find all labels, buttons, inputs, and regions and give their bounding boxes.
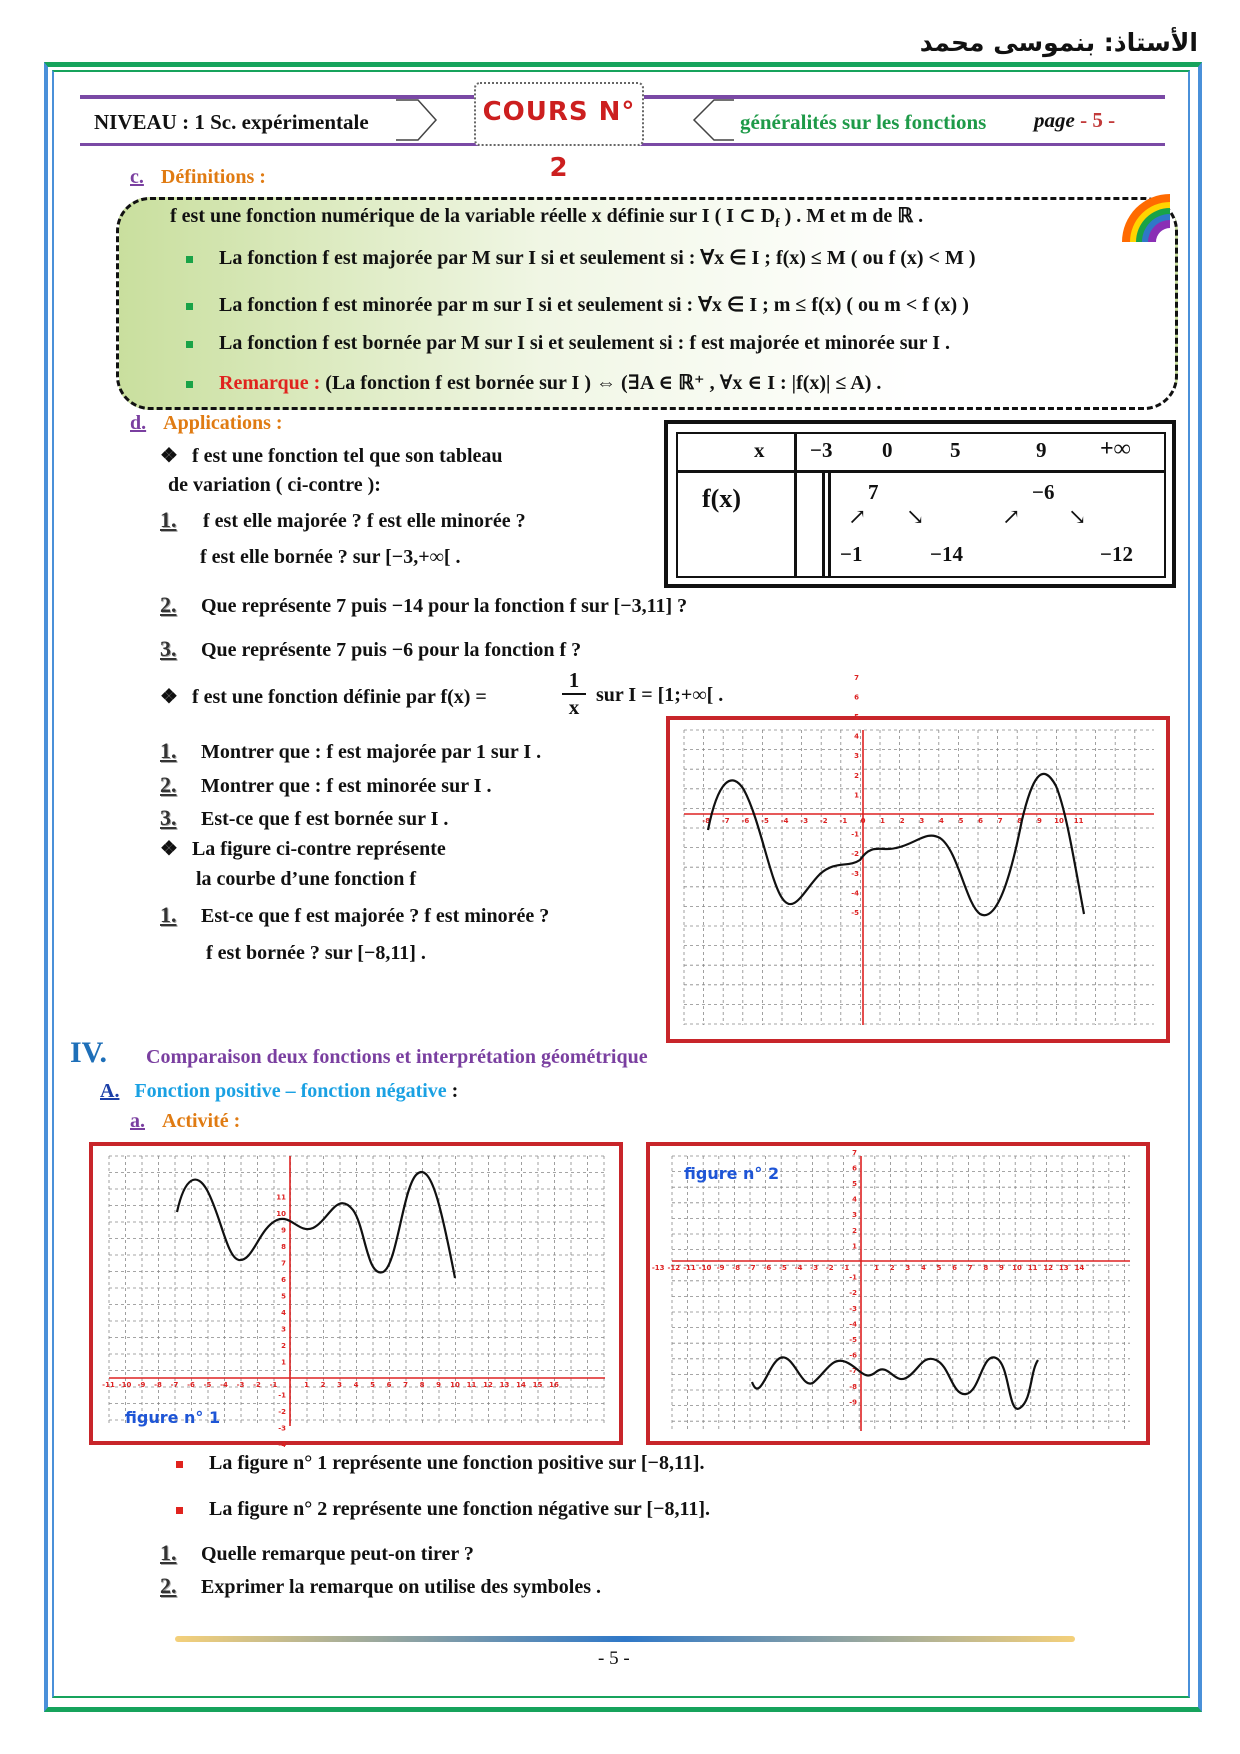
y-tick-label: 3 [852, 1211, 857, 1220]
main-graph-box [666, 673, 1170, 1043]
exercise-1-q3-text: Que représente 7 puis −6 pour la fonction f ? [201, 639, 582, 661]
niveau-label: NIVEAU : 1 Sc. expérimentale [94, 110, 369, 134]
x-tick-label: -5 [203, 1381, 212, 1389]
x-tick-label: 3 [905, 1264, 911, 1272]
x-tick-label: 11 [1027, 1264, 1038, 1272]
x-tick-label: 1 [304, 1381, 309, 1389]
exercise-2-post: sur I = [1;+∞[ . [596, 684, 724, 706]
y-tick-label: 11 [276, 1193, 286, 1202]
y-tick-label: 3 [281, 1325, 286, 1334]
x-tick-label: -9 [716, 1264, 725, 1272]
section-d-heading [130, 412, 283, 435]
activity-title: Activité : [162, 1110, 241, 1132]
x-tick-label: 8 [1017, 817, 1023, 825]
figure-1-caption: figure n° 1 [125, 1408, 221, 1427]
figure-1-box [89, 1142, 623, 1449]
exercise-2-statement [160, 684, 487, 709]
diamond-bullet-icon: ❖ [160, 686, 178, 708]
x-tick-label: -11 [102, 1381, 115, 1389]
x-tick-label: -7 [170, 1381, 179, 1389]
y-tick-label: -8 [849, 1382, 857, 1391]
x-tick-label: -2 [819, 817, 828, 825]
page-number: - 5 - [1080, 108, 1116, 132]
table-top-value: 7 [868, 480, 879, 504]
y-tick-label: -9 [849, 1398, 857, 1407]
x-tick-label: 1 [880, 817, 886, 825]
definition-majoree [186, 245, 975, 270]
y-tick-label: 1 [852, 1242, 857, 1251]
x-tick-label: 2 [899, 817, 905, 825]
y-tick-label: -4 [278, 1441, 286, 1449]
y-tick-label: -1 [278, 1391, 286, 1400]
question-number: 3. [160, 636, 177, 661]
table-x-value: +∞ [1100, 436, 1131, 462]
definition-minoree [186, 292, 969, 317]
table-row-divider [676, 470, 1164, 473]
table-bottom-value: −1 [840, 542, 863, 566]
exercise-1-text1: f est une fonction tel que son tableau [191, 445, 503, 467]
exercise-1-line1 [160, 443, 503, 468]
y-tick-label: 2 [854, 771, 859, 780]
x-tick-label: 5 [958, 817, 964, 825]
question-number: 1. [160, 507, 177, 532]
x-tick-label: 2 [889, 1264, 895, 1272]
x-tick-label: -3 [810, 1264, 819, 1272]
y-tick-label: -7 [849, 1367, 857, 1376]
x-tick-label: 8 [983, 1264, 989, 1272]
x-tick-label: -10 [118, 1381, 132, 1389]
y-tick-label: -5 [851, 909, 859, 917]
y-tick-label: 7 [852, 1148, 857, 1157]
x-tick-label: -12 [667, 1264, 681, 1272]
x-tick-label: 10 [1012, 1264, 1022, 1272]
conclusion-positive-text: La figure n° 1 représente une fonction positive sur [−8,11]. [209, 1452, 705, 1474]
y-tick-label: 5 [854, 713, 859, 721]
cours-title: COURS N° 2 [482, 97, 636, 183]
x-tick-label: 6 [952, 1264, 958, 1272]
question-number: 2. [160, 1573, 177, 1598]
exercise-1-q1-text1: f est elle majorée ? f est elle minorée ? [203, 510, 526, 532]
figure-1-graph [93, 1146, 619, 1449]
main-function-graph [670, 673, 1166, 1039]
right-arrow-decoration [676, 96, 736, 146]
x-tick-label: 13 [499, 1381, 510, 1389]
section-a-colon: : [446, 1080, 459, 1102]
y-tick-label: -2 [278, 1408, 286, 1416]
x-tick-label: 10 [450, 1381, 460, 1389]
x-tick-label: 15 [532, 1381, 543, 1389]
exercise-3-line1 [160, 836, 446, 861]
definition-majoree-text: La fonction f est majorée par M sur I si et seulement si : [219, 247, 696, 269]
section-a-title: Fonction positive – fonction négative [134, 1080, 447, 1102]
question-number: 1. [160, 738, 177, 763]
x-tick-label: -11 [683, 1264, 696, 1272]
y-tick-label: 8 [281, 1243, 286, 1251]
x-tick-label: 14 [516, 1381, 526, 1389]
y-tick-label: 7 [854, 673, 859, 682]
x-tick-label: -1 [841, 1264, 850, 1272]
x-tick-label: -3 [236, 1381, 245, 1389]
exercise-1-q1-text2: f est elle bornée ? sur [−3,+∞[ . [200, 546, 461, 568]
x-tick-label: 7 [997, 817, 1003, 825]
y-tick-label: 4 [281, 1309, 286, 1317]
final-question-1-text: Quelle remarque peut-on tirer ? [201, 1543, 474, 1565]
question-number: 1. [160, 902, 177, 927]
x-tick-label: -8 [154, 1381, 162, 1389]
bullet-square-icon [176, 1507, 183, 1514]
x-tick-label: 13 [1058, 1264, 1069, 1272]
x-tick-label: 4 [353, 1381, 359, 1389]
table-f-label: f(x) [702, 484, 741, 513]
y-tick-label: -2 [849, 1289, 857, 1298]
exercise-1-q2-text: Que représente 7 puis −14 pour la fonction f sur [−3,11] ? [201, 595, 688, 617]
x-tick-label: -1 [839, 817, 848, 825]
y-tick-label: 10 [276, 1210, 286, 1218]
x-tick-label: 3 [337, 1381, 342, 1389]
x-tick-label: 4 [938, 817, 944, 825]
definition-remarque [186, 370, 881, 395]
definition-minoree-math: ∀x ∈ I ; m ≤ f(x) ( ou m < f (x) ) [698, 294, 969, 316]
y-tick-label: 5 [281, 1292, 286, 1301]
y-tick-label: 1 [854, 791, 859, 800]
page-indicator [1034, 108, 1115, 133]
exercise-3-q1 [160, 902, 549, 928]
diamond-bullet-icon: ❖ [160, 445, 178, 467]
table-double-bar [822, 472, 825, 576]
y-tick-label: 7 [281, 1259, 286, 1268]
footer-divider [175, 1636, 1075, 1642]
x-tick-label: 5 [370, 1381, 375, 1389]
exercise-2-q1 [160, 738, 541, 764]
author-name: الأستاذ: بنموسى محمد [919, 28, 1198, 57]
y-tick-label: -1 [851, 830, 859, 839]
footer-page-number: - 5 - [598, 1648, 630, 1669]
section-a-label: A. [100, 1080, 120, 1102]
activity-heading [130, 1110, 240, 1133]
function-curve [708, 771, 1084, 915]
table-double-bar [828, 472, 831, 576]
x-tick-label: -3 [800, 817, 809, 825]
section-iv-title: Comparaison deux fonctions et interprétation géométrique [146, 1046, 648, 1068]
definition-bornee [186, 332, 950, 355]
topic-title: généralités sur les fonctions [740, 110, 987, 134]
question-number: 2. [160, 592, 177, 617]
x-tick-label: -7 [721, 817, 730, 825]
definition-bornee-text: La fonction f est bornée par M sur I si et seulement si : f est majorée et minorée sur I . [219, 332, 950, 354]
definition-majoree-math: ∀x ∈ I ; f(x) ≤ M ( ou f (x) < M ) [700, 247, 976, 269]
y-tick-label: -2 [851, 850, 859, 859]
exercise-3-text2: la courbe d’une fonction f [196, 868, 416, 890]
exercise-3-text1: La figure ci-contre représente [191, 838, 446, 860]
y-tick-label: 4 [852, 1195, 857, 1204]
y-tick-label: -3 [851, 869, 859, 878]
y-tick-label: 6 [852, 1164, 857, 1173]
y-tick-label: 3 [854, 752, 859, 761]
page-word: page [1034, 108, 1075, 132]
x-tick-label: 16 [549, 1381, 559, 1389]
left-arrow-decoration [396, 96, 476, 146]
question-number: 2. [160, 772, 177, 797]
function-curve [752, 1357, 1038, 1408]
section-c-label: c. [130, 166, 144, 188]
final-question-1 [160, 1540, 474, 1566]
y-tick-label: 4 [854, 732, 859, 741]
table-top-value: −6 [1032, 480, 1055, 504]
decreasing-arrow-icon: ↘ [1068, 504, 1087, 529]
fraction-numerator: 1 [568, 668, 580, 692]
x-tick-label: 12 [483, 1381, 493, 1389]
x-tick-label: 8 [419, 1381, 425, 1389]
bullet-square-icon [186, 256, 193, 263]
section-d-label: d. [130, 412, 147, 434]
x-tick-label: 0 [860, 817, 866, 825]
exercise-3-q1-text1: Est-ce que f est majorée ? f est minorée ? [201, 905, 550, 927]
definition-intro-text: f est une fonction numérique de la variable réelle x définie sur I ( I ⊂ D [170, 205, 776, 227]
y-tick-label: -5 [849, 1336, 857, 1344]
x-tick-label: 9 [998, 1264, 1004, 1272]
decreasing-arrow-icon: ↘ [906, 504, 925, 529]
x-tick-label: 6 [386, 1381, 392, 1389]
x-tick-label: -6 [763, 1264, 772, 1272]
section-iv-roman: IV. [70, 1036, 107, 1069]
y-tick-label: 6 [854, 693, 859, 702]
definition-intro-end: ) . M et m de ℝ . [779, 205, 924, 227]
x-tick-label: 9 [436, 1381, 441, 1389]
y-tick-label: 1 [281, 1358, 286, 1367]
x-tick-label: -8 [702, 817, 711, 825]
table-x-value: 0 [882, 438, 893, 462]
conclusion-negative [176, 1498, 710, 1521]
x-tick-label: 7 [967, 1264, 973, 1272]
x-tick-label: 7 [403, 1381, 408, 1389]
y-tick-label: 2 [281, 1342, 286, 1350]
y-tick-label: -3 [278, 1424, 286, 1433]
cours-badge [474, 82, 644, 183]
exercise-2-q3 [160, 805, 448, 831]
x-tick-label: -6 [741, 817, 750, 825]
section-c-heading [130, 166, 266, 189]
grid-group [672, 1156, 1130, 1431]
table-bottom-value: −12 [1100, 542, 1133, 566]
bullet-square-icon [186, 341, 193, 348]
final-question-2-text: Exprimer la remarque on utilise des symboles . [201, 1576, 601, 1598]
section-a-heading [100, 1080, 458, 1103]
x-tick-label: -8 [732, 1264, 741, 1272]
x-tick-label: 14 [1074, 1264, 1085, 1272]
remarque-label: Remarque : [219, 372, 321, 394]
exercise-2-q2-text: Montrer que : f est minorée sur I . [201, 775, 492, 797]
function-curve [177, 1172, 455, 1278]
y-tick-label: -6 [849, 1351, 857, 1360]
conclusion-positive [176, 1452, 705, 1475]
definition-intro [170, 203, 923, 231]
table-x-value: −3 [810, 438, 833, 462]
rainbow-corner-icon [1118, 190, 1174, 246]
y-tick-label: 2 [852, 1226, 857, 1235]
figure-2-caption: figure n° 2 [684, 1164, 780, 1183]
final-question-2 [160, 1573, 601, 1599]
exercise-1-q2 [160, 592, 687, 618]
remarque-text: (La fonction f est bornée sur I ) ⇔ (∃A ∈ ℝ⁺ , ∀x ∈ I : |f(x)| ≤ A) . [320, 372, 882, 394]
x-tick-label: 11 [1073, 817, 1084, 825]
table-x-label: x [754, 438, 765, 462]
figure-2-graph [650, 1146, 1146, 1441]
x-tick-label: -9 [137, 1381, 146, 1389]
x-tick-label: -2 [825, 1264, 834, 1272]
x-tick-label: 3 [919, 817, 925, 825]
diamond-bullet-icon: ❖ [160, 838, 178, 860]
x-tick-label: -7 [747, 1264, 756, 1272]
table-col-divider [794, 432, 797, 576]
exercise-1-q3 [160, 636, 581, 662]
exercise-1-q1-line1 [160, 507, 526, 533]
exercise-2-q3-text: Est-ce que f est bornée sur I . [201, 808, 449, 830]
x-tick-label: -13 [651, 1264, 665, 1272]
fraction-denominator: x [562, 693, 586, 719]
x-tick-label: 11 [466, 1381, 477, 1389]
x-tick-label: -4 [220, 1381, 228, 1389]
x-tick-label: -6 [187, 1381, 195, 1389]
x-tick-label: -5 [779, 1264, 787, 1272]
x-tick-label: 4 [920, 1264, 926, 1272]
definition-minoree-text: La fonction f est minorée par m sur I si et seulement si : [219, 294, 694, 316]
x-tick-label: 12 [1043, 1264, 1054, 1272]
x-tick-label: -2 [253, 1381, 261, 1389]
table-bottom-value: −14 [930, 542, 963, 566]
bullet-square-icon [176, 1461, 183, 1468]
x-tick-label: -4 [780, 817, 789, 825]
exercise-2-q2 [160, 772, 492, 798]
exercise-2-pre: f est une fonction définie par f(x) = [191, 686, 487, 708]
y-tick-label: 5 [852, 1180, 857, 1188]
conclusion-negative-text: La figure n° 2 représente une fonction négative sur [−8,11]. [209, 1498, 711, 1520]
x-tick-label: -1 [269, 1381, 278, 1389]
y-tick-label: -1 [849, 1273, 857, 1282]
x-tick-label: 5 [936, 1264, 942, 1272]
x-tick-label: 6 [978, 817, 984, 825]
y-tick-label: 9 [281, 1226, 286, 1235]
question-number: 1. [160, 1540, 177, 1565]
section-c-title: Définitions : [160, 166, 266, 188]
exercise-3-q1-text2: f est bornée ? sur [−8,11] . [206, 942, 426, 964]
section-d-title: Applications : [163, 412, 283, 434]
grid-group [684, 730, 1154, 1025]
activity-label: a. [130, 1110, 145, 1132]
bullet-square-icon [186, 381, 193, 388]
df-subscript: f [775, 215, 780, 230]
y-tick-label: 6 [281, 1276, 286, 1284]
x-tick-label: -5 [761, 817, 769, 825]
y-tick-label: -4 [849, 1320, 857, 1329]
exercise-1-text2: de variation ( ci-contre ): [168, 474, 381, 496]
exercise-2-q1-text: Montrer que : f est majorée par 1 sur I . [201, 741, 542, 763]
bullet-square-icon [186, 303, 193, 310]
x-tick-label: -10 [698, 1264, 712, 1272]
x-tick-label: -4 [794, 1264, 803, 1272]
increasing-arrow-icon: ↗ [1002, 504, 1021, 529]
table-x-value: 5 [950, 438, 961, 462]
x-tick-label: 10 [1054, 817, 1064, 825]
y-tick-label: -4 [851, 889, 859, 898]
table-x-value: 9 [1036, 438, 1047, 462]
fraction [562, 668, 586, 719]
variation-table [664, 420, 1176, 588]
x-tick-label: 1 [874, 1264, 880, 1272]
question-number: 3. [160, 805, 177, 830]
y-tick-label: -3 [849, 1304, 857, 1313]
increasing-arrow-icon: ↗ [848, 504, 867, 529]
x-tick-label: 2 [320, 1381, 326, 1389]
figure-2-box [646, 1142, 1150, 1445]
x-tick-label: 9 [1036, 817, 1042, 825]
